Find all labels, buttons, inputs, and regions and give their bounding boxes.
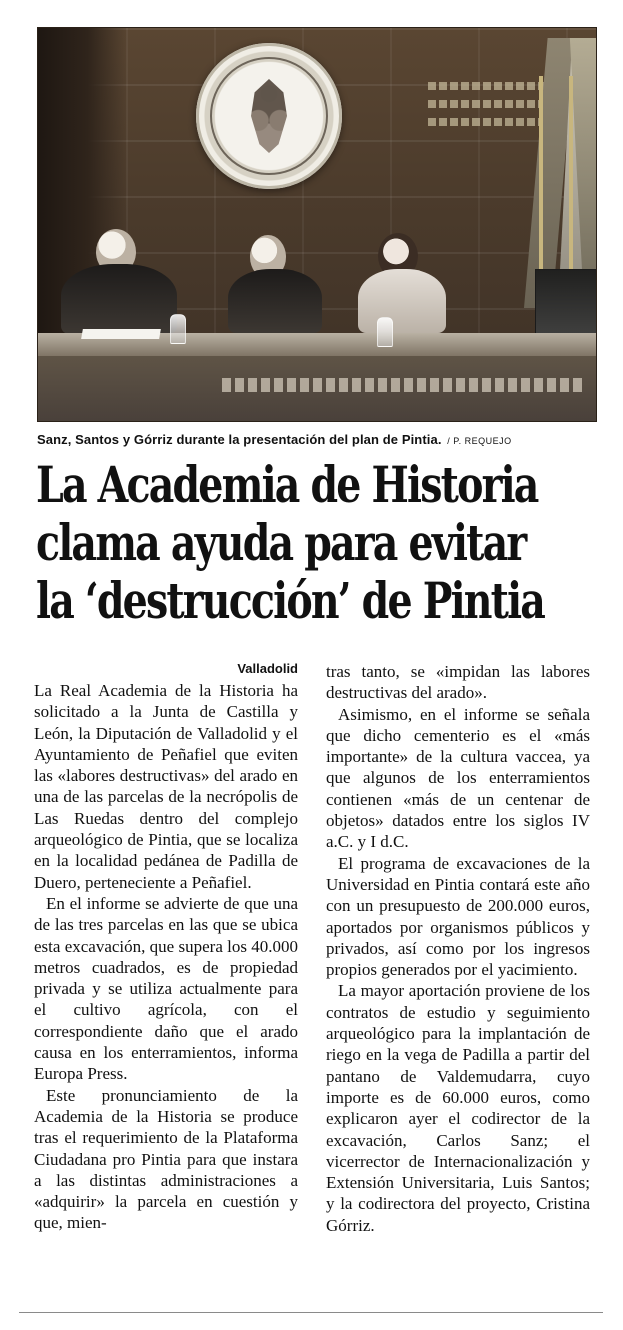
speaker-body	[358, 269, 446, 333]
article-paragraph: En el informe se advierte de que una de las tres parcelas en las que se ubica esta excavación, que supera los 40.000 metros cuadrados, es de propiedad privada y se utiliza actualmente para el cultivo agrícola, con el correspondiente daño que el arado causa en los enterramientos, informa Europa Press.	[34, 893, 298, 1084]
speaker-right	[340, 233, 458, 333]
speaker-center	[220, 235, 330, 333]
article-paragraph: tras tanto, se «impidan las labores destructivas del arado».	[326, 662, 590, 703]
papers-on-table	[81, 329, 161, 339]
headline-line: la ‘destrucción’ de Pintia	[36, 571, 545, 630]
table-lettering-line	[222, 378, 582, 392]
article-column-left	[34, 661, 298, 1234]
article-paragraph: Este pronunciamiento de la Academia de la Historia se produce tras el requerimiento de la Plataforma Ciudadana pro Pintia para que instara a las distintas administraciones a «adquirir» la parcela en cuestión y que, mien-	[34, 1085, 298, 1233]
speaker-body	[61, 264, 177, 334]
article-paragraph: La Real Academia de la Historia ha solicitado a la Junta de Castilla y León, la Diputación de Valladolid y el Ayuntamiento de Peñafiel que eviten las «labores destructivas» del arado en una de las parcelas de la necrópolis de Las Ruedas dentro del complejo arqueológico de Pintia, que se localiza en la localidad pedánea de Padilla de Duero, perteneciente a Peñafiel.	[34, 681, 298, 892]
page-bottom-rule	[19, 1312, 603, 1313]
photo-credit: / P. REQUEJO	[447, 436, 512, 446]
article-paragraph: La mayor aportación proviene de los contratos de estudio y seguimiento arqueológico para la implantación de riego en la vega de Padilla a partir del pantano de Valdemudarra, cuyo importe es de 60.000 euros, como explicaron ayer el codirector de la excavación, Carlos Sanz; el vicerrector de Internacionalización y Extensión Universitaria, Luis Santos; y la codirectora del proyecto, Cristina Górriz.	[326, 981, 590, 1235]
dateline: Valladolid	[237, 661, 298, 676]
photo-caption	[37, 431, 597, 449]
university-seal-image	[196, 43, 342, 189]
article-headline	[36, 455, 545, 630]
speaker-left	[56, 229, 174, 333]
caption-text: Sanz, Santos y Górriz durante la presentación del plan de Pintia.	[37, 432, 442, 447]
article-column-right	[326, 661, 590, 1236]
water-glass	[170, 314, 186, 344]
article-paragraph: Asimismo, en el informe se señala que dicho cementerio es el «más importante» de la cultura vaccea, ya que algunos de los enterramientos contienen «más de un centenar de objetos» datados entre los siglos IV a.C. y I d.C.	[326, 704, 590, 852]
speaker-body	[228, 269, 322, 333]
water-glass	[377, 317, 393, 347]
headline-line: La Academia de Historia	[36, 455, 538, 514]
article-paragraph: El programa de excavaciones de la Universidad en Pintia contará este año con un presupuesto de 200.000 euros, aportados por organismos públicos y privados, así como por los ingresos propios generados por el yacimiento.	[326, 853, 590, 980]
headline-line: clama ayuda para evitar	[36, 513, 526, 572]
news-photo	[37, 27, 597, 422]
table-lettering-image	[222, 374, 582, 396]
